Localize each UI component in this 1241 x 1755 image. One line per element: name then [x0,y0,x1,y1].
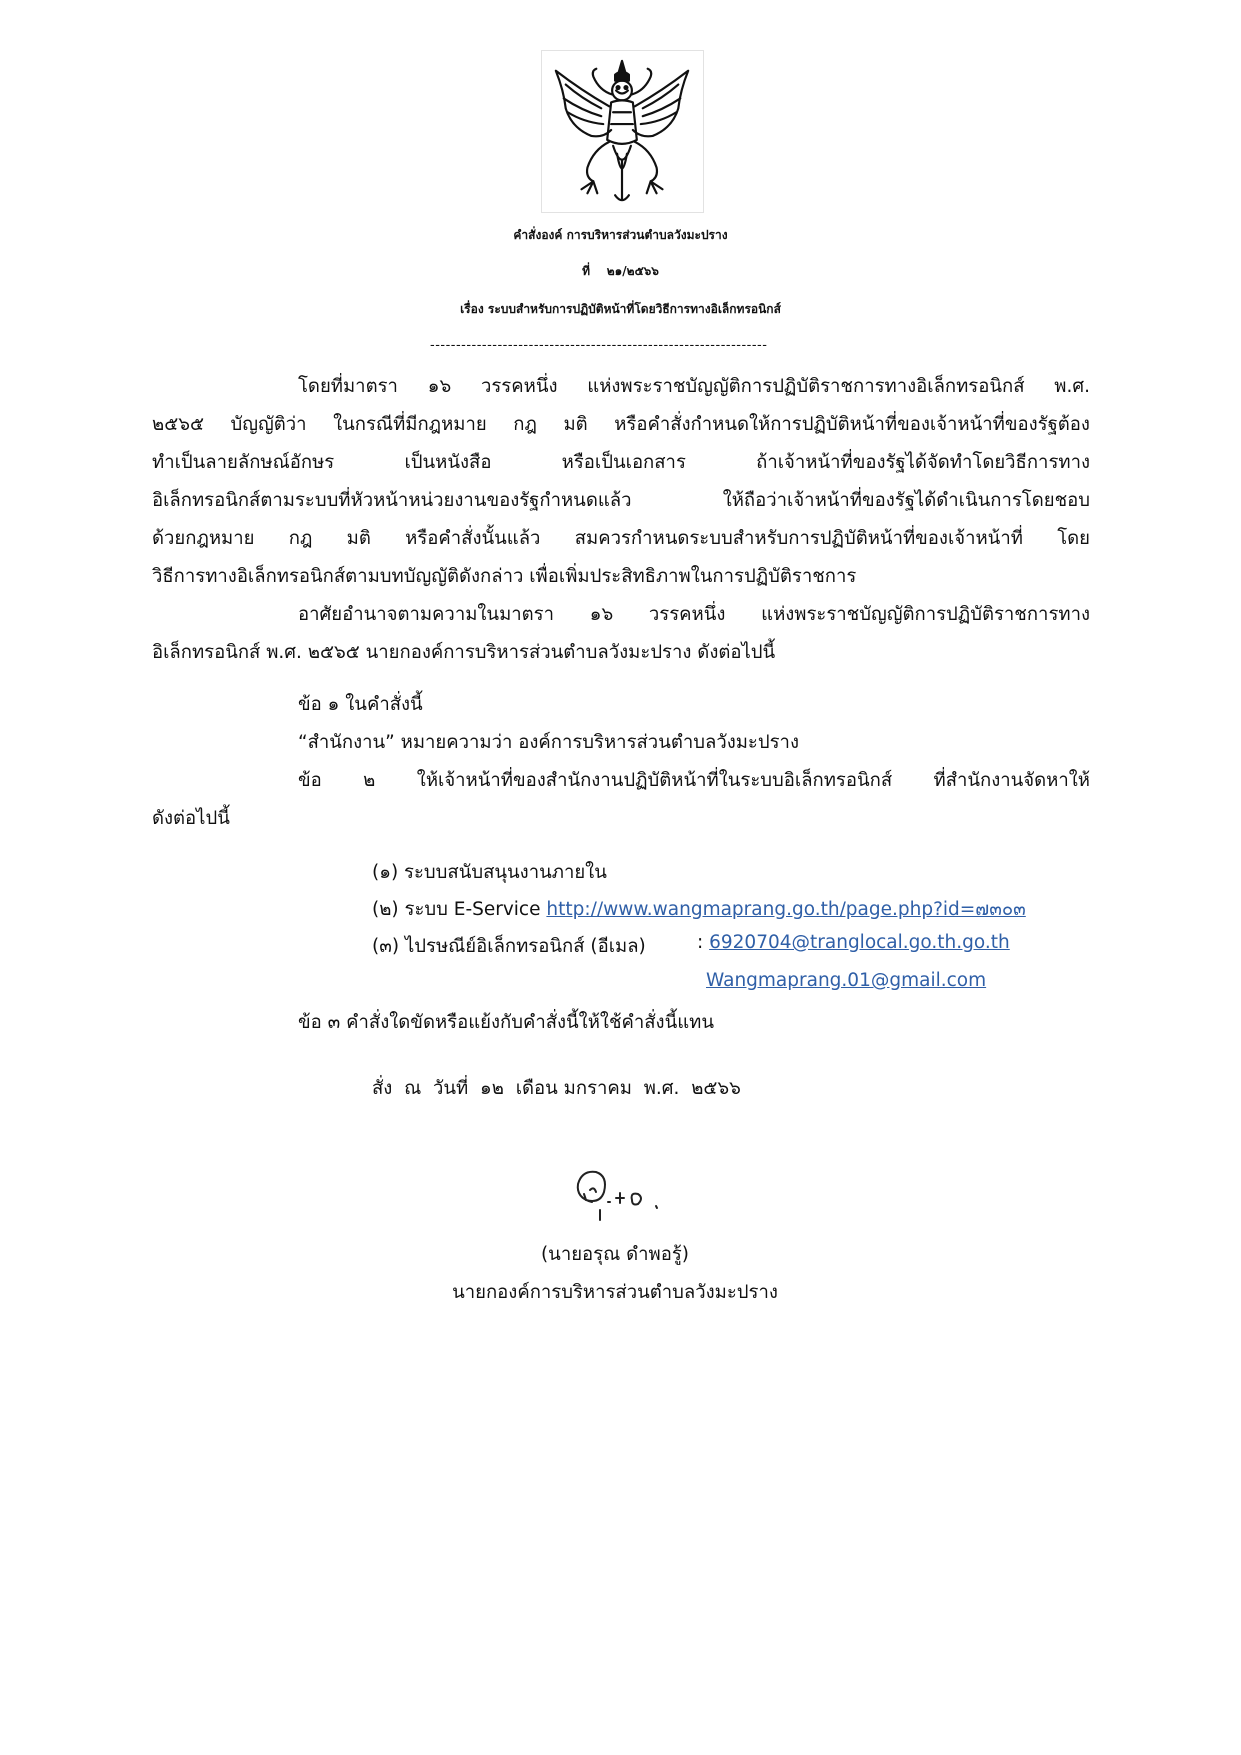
word: อาศัยอำนาจตามความในมาตรา [298,604,555,625]
word: ๑๖ [589,604,614,625]
word: กฎ [288,528,313,549]
item-3-label: (๓) ไปรษณีย์อิเล็กทรอนิกส์ (อีเมล) [372,936,646,957]
word: อิเล็กทรอนิกส์ตามระบบที่หัวหน้าหน่วยงานของรัฐกำหนดแล้ว [152,490,632,511]
word: ๒ [363,770,376,791]
item-3-colon: : [697,932,704,953]
item-3 [372,932,646,961]
order-date: สั่ง ณ วันที่ ๑๒ เดือน มกราคม พ.ศ. ๒๕๖๖ [372,1078,741,1099]
word: พ.ศ. [1054,376,1090,397]
word: ๒๕๖๕ [152,414,204,435]
signer-name: (นายอรุณ ดำพอรู้) [540,1244,690,1265]
word: หรือคำสั่งกำหนดให้การปฏิบัติหน้าที่ของเจ้าหน้าที่ของรัฐต้อง [614,414,1090,435]
paragraph-2-line [298,600,1090,629]
word: แห่งพระราชบัญญัติการปฏิบัติราชการทาง [761,604,1090,625]
word: เป็นหนังสือ [404,452,492,473]
word: ที่สำนักงานจัดหาให้ [933,770,1090,791]
word: ถ้าเจ้าหน้าที่ของรัฐได้จัดทำโดยวิธีการทาง [756,452,1090,473]
paragraph-1-line [298,372,1090,401]
paragraph-1-line [152,524,1090,553]
signature-drawing [556,1162,706,1234]
paragraph-2-line: อิเล็กทรอนิกส์ พ.ศ. ๒๕๖๕ นายกองค์การบริหารส่วนตำบลวังมะปราง ดังต่อไปนี้ [152,642,776,663]
word: หรือเป็นเอกสาร [561,452,686,473]
email-link-1[interactable]: 6920704@tranglocal.go.th.go.th [709,932,1010,953]
word: โดย [1057,528,1090,549]
clause-2-line: ดังต่อไปนี้ [152,808,230,829]
item-2-label: (๒) ระบบ E-Service [372,899,541,920]
handwritten-signature [556,1162,706,1234]
word: สมควรกำหนดระบบสำหรับการปฏิบัติหน้าที่ของเจ้าหน้าที่ [574,528,1023,549]
word: ด้วยกฎหมาย [152,528,255,549]
clause-1: ข้อ ๑ ในคำสั่งนี้ [298,694,423,715]
item-1: (๑) ระบบสนับสนุนงานภายใน [372,862,607,883]
word: ข้อ [298,770,322,791]
word: บัญญัติว่า [230,414,307,435]
paragraph-1-line [152,486,1090,515]
word: ให้เจ้าหน้าที่ของสำนักงานปฏิบัติหน้าที่ในระบบอิเล็กทรอนิกส์ [416,770,893,791]
word: มติ [346,528,371,549]
word: ทำเป็นลายลักษณ์อักษร [152,452,335,473]
clause-3: ข้อ ๓ คำสั่งใดขัดหรือแย้งกับคำสั่งนี้ให้ใช้คำสั่งนี้แทน [298,1012,714,1033]
header-divider: ----------------------------------------------------------------- [430,338,768,353]
clause-2-line [298,766,1090,795]
word: ๑๖ [427,376,452,397]
definition-office: “สำนักงาน” หมายความว่า องค์การบริหารส่วนตำบลวังมะปราง [298,732,799,753]
paragraph-1-line: วิธีการทางอิเล็กทรอนิกส์ตามบทบัญญัติดังกล่าว เพื่อเพิ่มประสิทธิภาพในการปฏิบัติราชการ [152,566,857,587]
garuda-emblem-drawing [542,51,703,212]
order-title: คำสั่งองค์ การบริหารส่วนตำบลวังมะปราง [513,228,728,242]
word: โดยที่มาตรา [298,376,398,397]
item-3-emails [697,932,1010,953]
word: แห่งพระราชบัญญัติการปฏิบัติราชการทางอิเล็กทรอนิกส์ [587,376,1025,397]
signer-title: นายกองค์การบริหารส่วนตำบลวังมะปราง [452,1282,778,1303]
word: ให้ถือว่าเจ้าหน้าที่ของรัฐได้ดำเนินการโดยชอบ [722,490,1090,511]
order-number-value: ๒๑/๒๕๖๖ [606,264,659,278]
eservice-link[interactable]: http://www.wangmaprang.go.th/page.php?id=๗๓๐๓ [546,899,1026,920]
word: หรือคำสั่งนั้นแล้ว [405,528,541,549]
order-number [0,262,1241,281]
word: ในกรณีที่มีกฎหมาย [333,414,487,435]
paragraph-1-line [152,448,1090,477]
item-2 [372,895,1026,924]
item-3-email-2 [706,970,986,991]
garuda-emblem-icon [541,50,704,213]
word: กฎ [513,414,537,435]
word: มติ [563,414,588,435]
order-number-label: ที่ [582,264,591,278]
word: วรรคหนึ่ง [648,604,726,625]
word: วรรคหนึ่ง [480,376,558,397]
order-subject: เรื่อง ระบบสำหรับการปฏิบัติหน้าที่โดยวิธีการทางอิเล็กทรอนิกส์ [460,302,781,316]
paragraph-1-line [152,410,1090,439]
email-link-2[interactable]: Wangmaprang.01@gmail.com [706,970,987,991]
